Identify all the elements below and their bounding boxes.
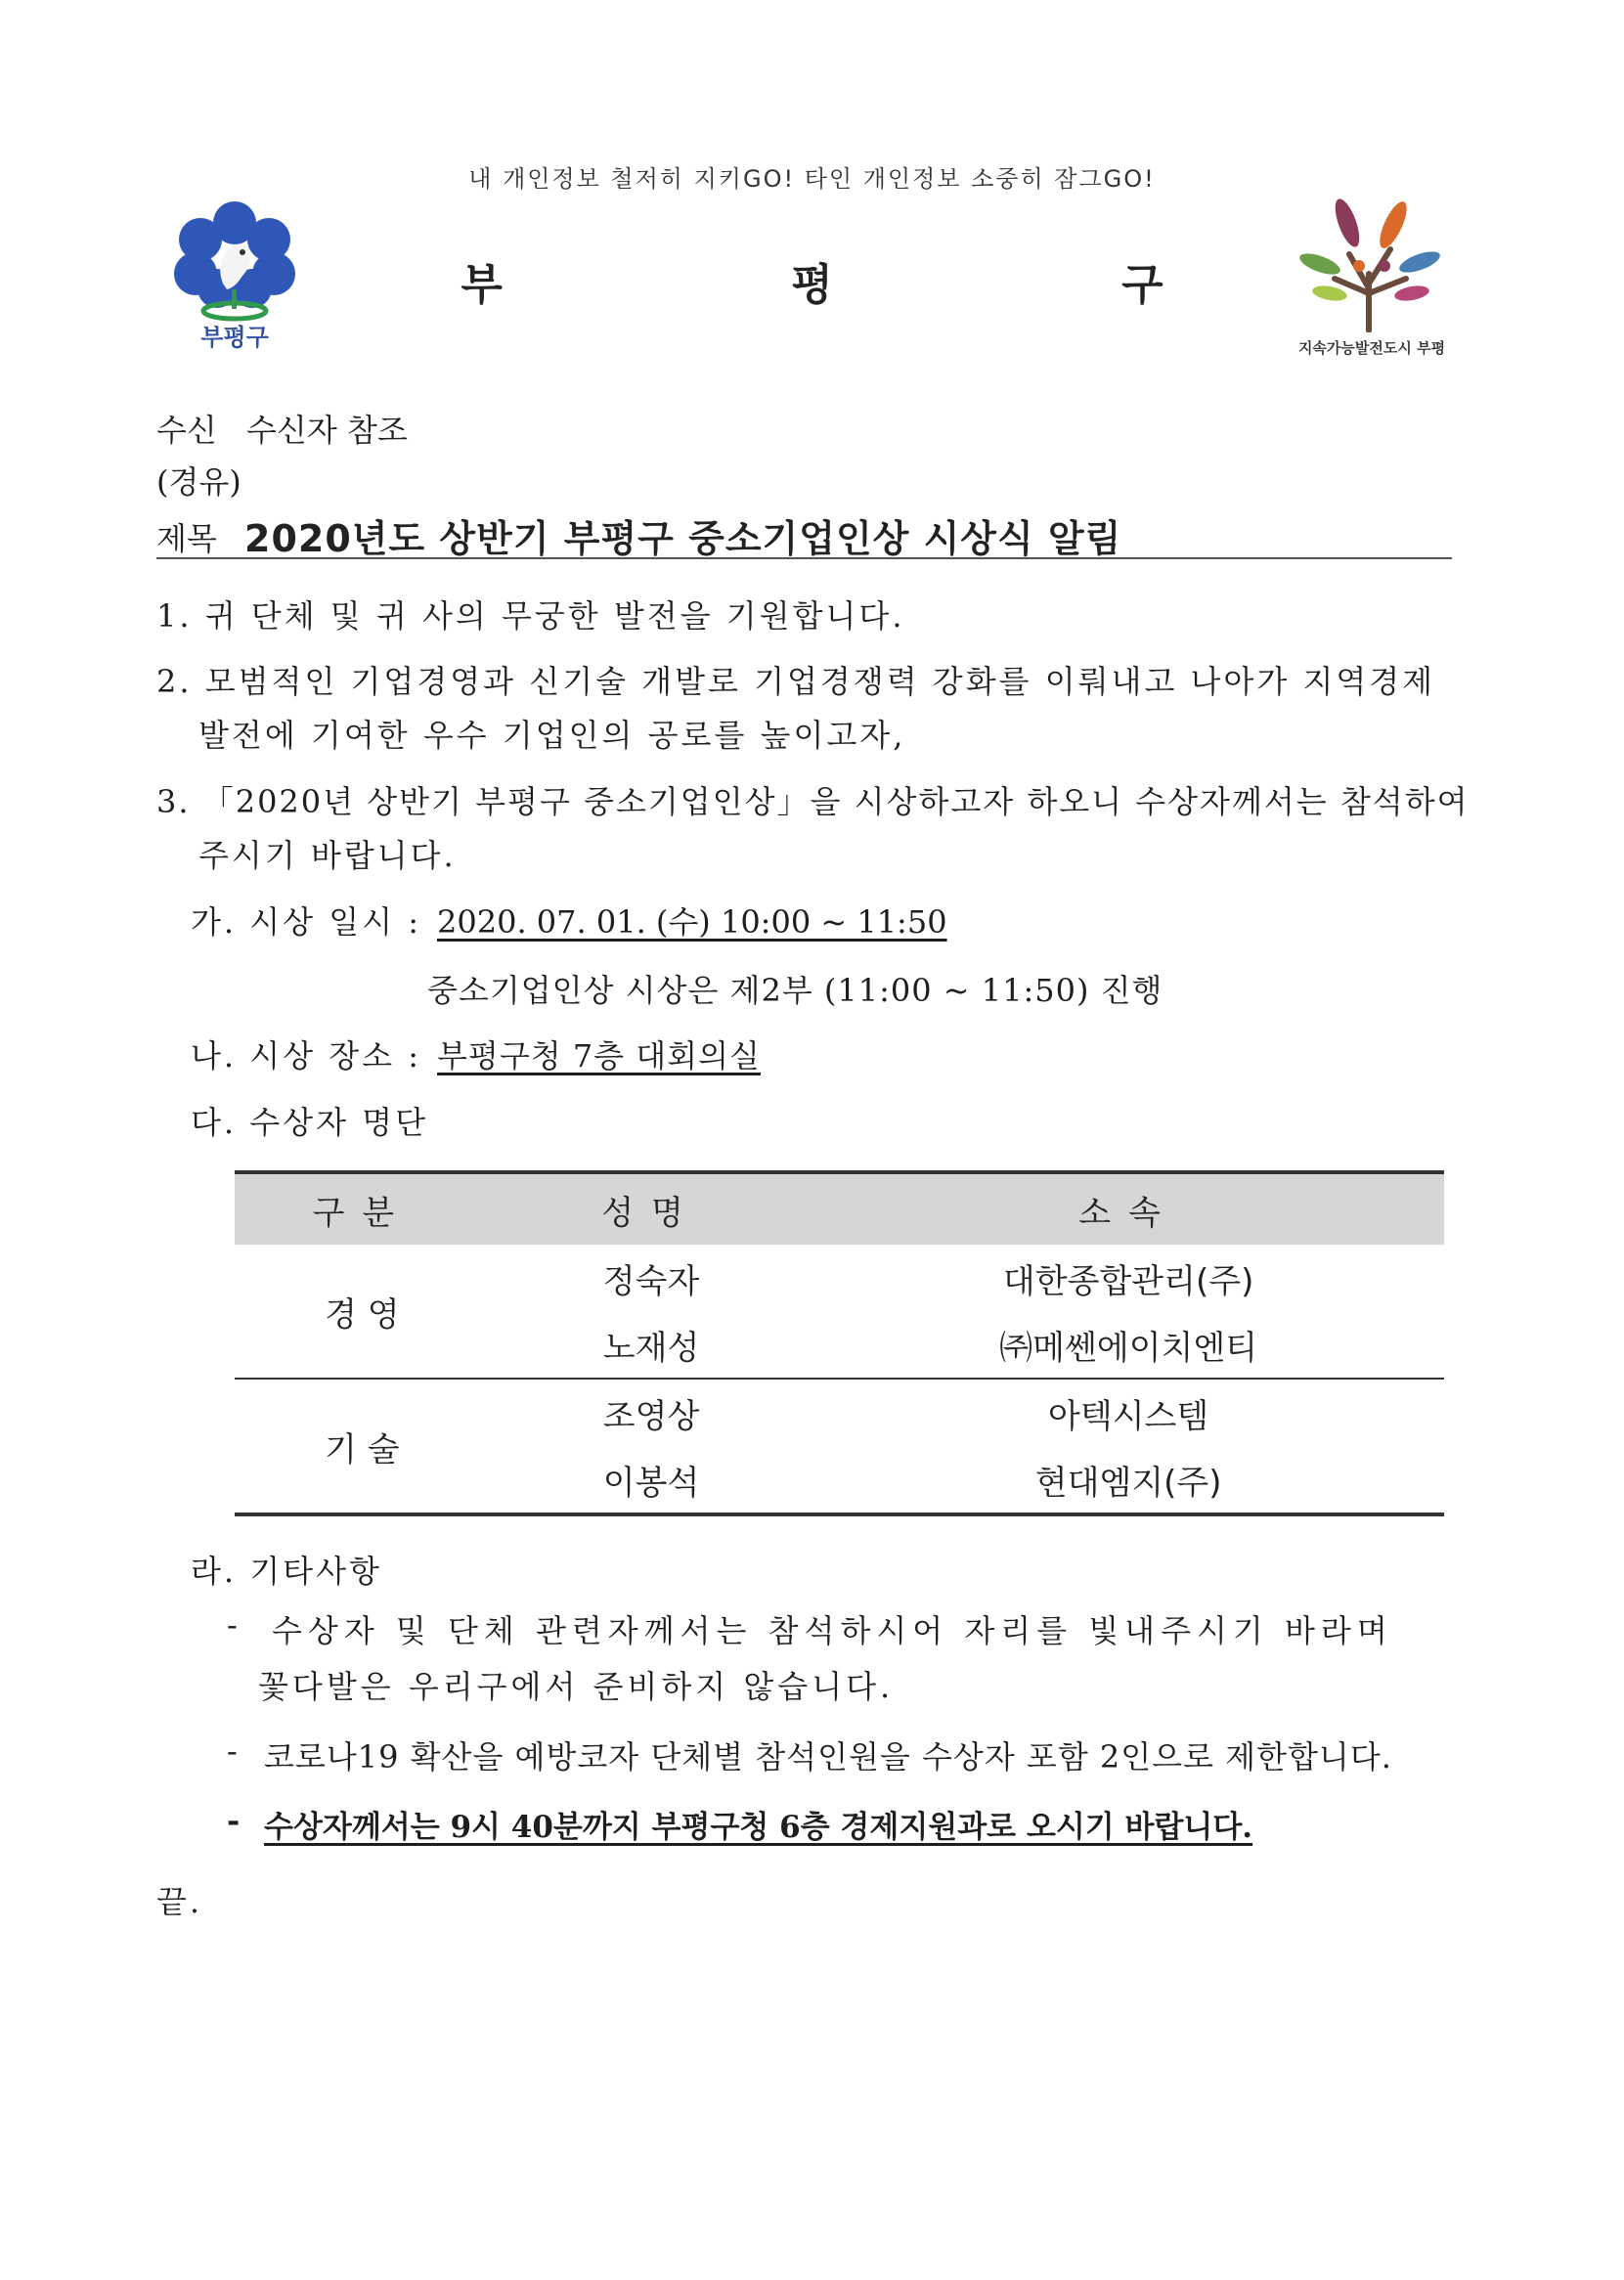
table-row	[235, 1245, 1444, 1311]
recipient-label: 수신	[156, 412, 217, 449]
paragraph-2-line-1: 2. 모범적인 기업경영과 신기술 개발로 기업경쟁력 강화를 이뤄내고 나아가 지역경제	[156, 663, 1436, 700]
note-1-line-2: 꽃다발은 우리구에서 준비하지 않습니다.	[258, 1668, 895, 1705]
note-3-dash: -	[227, 1802, 243, 1839]
note-2-dash: -	[227, 1732, 241, 1770]
name-cell: 조영상	[602, 1396, 700, 1436]
name-cell: 이봉석	[490, 1446, 812, 1514]
paragraph-1: 1. 귀 단체 및 귀 사의 무궁한 발전을 기원합니다.	[156, 597, 905, 635]
recipient-value: 수신자 참조	[246, 412, 408, 449]
affiliation-cell: 대한종합관리(주)	[1002, 1261, 1254, 1301]
ceremony-venue: 부평구청 7층 대회의실	[437, 1037, 761, 1074]
item-na-label: 나. 시상 장소 :	[191, 1037, 422, 1074]
affiliation-cell: 현대엠지(주)	[812, 1446, 1444, 1514]
document-end-mark: 끝.	[156, 1883, 203, 1920]
affiliation-cell: 아텍시스템	[1048, 1396, 1209, 1436]
ceremony-datetime: 2020. 07. 01. (수) 10:00 ~ 11:50	[437, 903, 947, 941]
emblem-caption: 부평구	[200, 324, 269, 351]
subject-label: 제목	[156, 520, 217, 557]
note-1-dash: -	[227, 1606, 241, 1644]
header-name: 성명	[490, 1172, 812, 1245]
name-cell: 정숙자	[602, 1261, 700, 1301]
note-1-line-1: 수상자 및 단체 관련자께서는 참석하시어 자리를 빛내주시기 바라며	[272, 1612, 1393, 1649]
privacy-slogan: 내 개인정보 철저히 지키GO! 타인 개인정보 소중히 잠그GO!	[468, 165, 1156, 193]
category-cell: 경 영	[235, 1245, 490, 1379]
document-subject: 2020년도 상반기 부평구 중소기업인상 시상식 알림	[244, 517, 1122, 560]
affiliation-cell: ㈜메쎈에이치엔티	[812, 1311, 1444, 1379]
tree-logo-caption: 지속가능발전도시 부평	[1297, 339, 1446, 357]
name-cell: 노재성	[490, 1311, 812, 1379]
via-label: (경유)	[156, 463, 241, 501]
header-affiliation: 소속	[812, 1172, 1444, 1245]
note-2: 코로나19 확산을 예방코자 단체별 참석인원을 수상자 포함 2인으로 제한합니다.	[264, 1738, 1392, 1776]
organization-name: 부 평 구	[461, 260, 1300, 310]
awardee-table	[235, 1170, 1444, 1516]
item-ra-label: 라. 기타사항	[191, 1553, 382, 1590]
sustainable-city-tree-logo	[1291, 196, 1447, 332]
paragraph-2-line-2: 발전에 기여한 우수 기업인의 공로를 높이고자,	[198, 717, 906, 754]
note-3-arrival-instruction: 수상자께서는 9시 40분까지 부평구청 6층 경제지원과로 오시기 바랍니다.	[264, 1810, 1253, 1845]
table-header-row	[235, 1172, 1444, 1245]
ceremony-session-note: 중소기업인상 시상은 제2부 (11:00 ~ 11:50) 진행	[427, 972, 1163, 1009]
table-row	[235, 1379, 1444, 1446]
subject-divider	[156, 557, 1452, 559]
paragraph-3-line-1: 3. 「2020년 상반기 부평구 중소기업인상」을 시상하고자 하오니 수상자께서는 참석하여	[156, 783, 1470, 820]
item-ga-label: 가. 시상 일시 :	[191, 903, 422, 941]
item-da-label: 다. 수상자 명단	[191, 1104, 428, 1141]
header-category: 구분	[235, 1172, 490, 1245]
category-cell: 기 술	[235, 1379, 490, 1514]
paragraph-3-line-2: 주시기 바랍니다.	[198, 837, 457, 874]
